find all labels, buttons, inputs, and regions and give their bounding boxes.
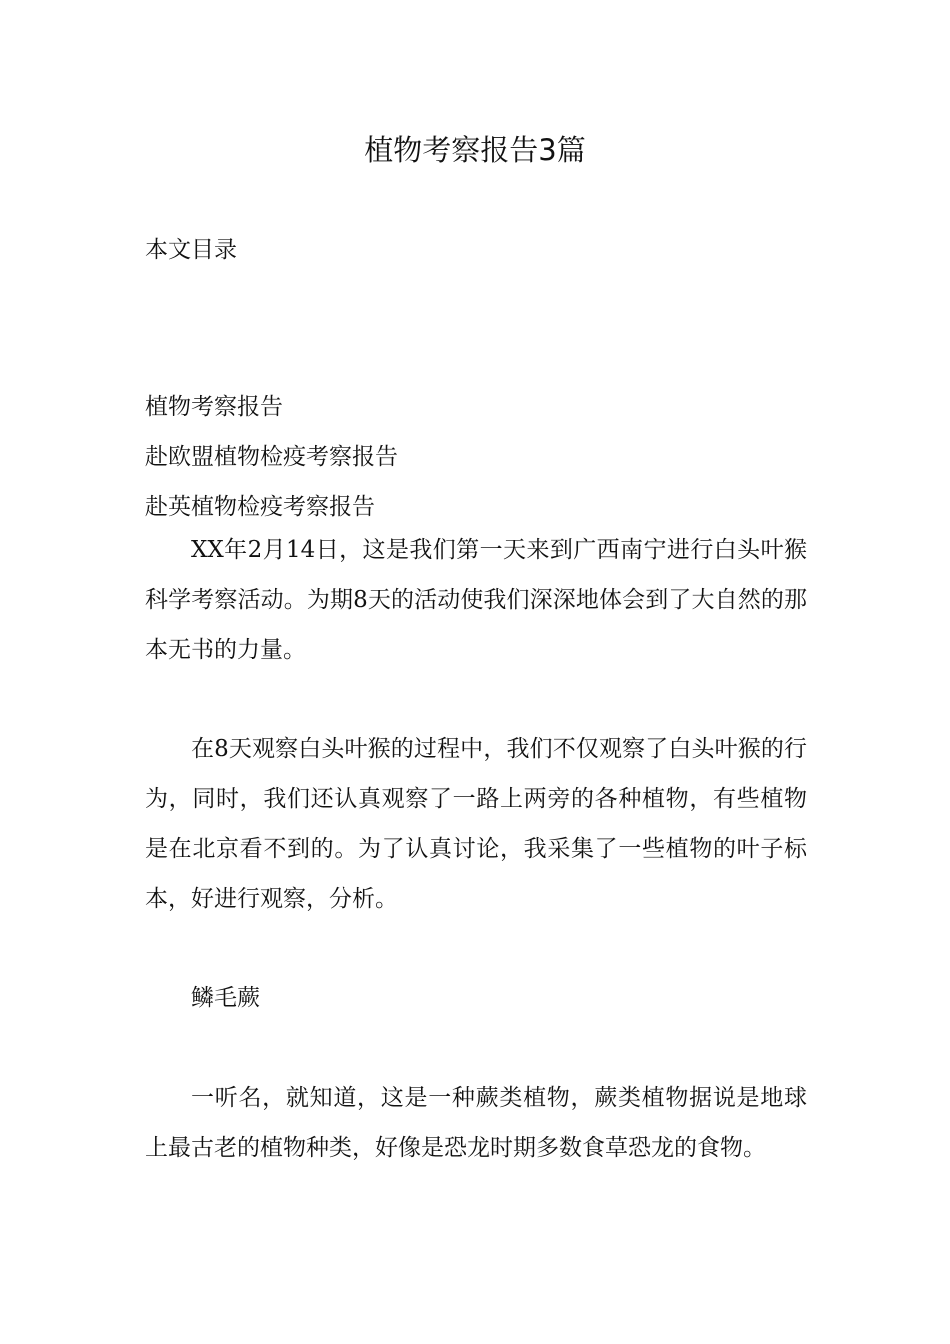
toc-heading: 本文目录	[145, 237, 237, 263]
body-paragraph: 在8天观察白头叶猴的过程中，我们不仅观察了白头叶猴的行为，同时，我们还认真观察了一路上两旁的各种植物，有些植物是在北京看不到的。为了认真讨论，我采集了一些植物的叶子标本，好进行观察，分析。	[145, 736, 807, 912]
body-paragraph: 一听名，就知道，这是一种蕨类植物，蕨类植物据说是地球上最古老的植物种类，好像是恐龙时期多数食草恐龙的食物。	[145, 1085, 807, 1161]
toc-item[interactable]: 植物考察报告	[145, 394, 283, 420]
toc-item[interactable]: 赴欧盟植物检疫考察报告	[145, 444, 398, 470]
body-paragraph: XX年2月14日，这是我们第一天来到广西南宁进行白头叶猴科学考察活动。为期8天的活动使我们深深地体会到了大自然的那本无书的力量。	[145, 537, 807, 663]
toc-item[interactable]: 赴英植物检疫考察报告	[145, 494, 375, 520]
section-subheading: 鳞毛蕨	[191, 985, 260, 1011]
toc-list	[145, 382, 398, 532]
document-title: 植物考察报告3篇	[364, 133, 586, 167]
